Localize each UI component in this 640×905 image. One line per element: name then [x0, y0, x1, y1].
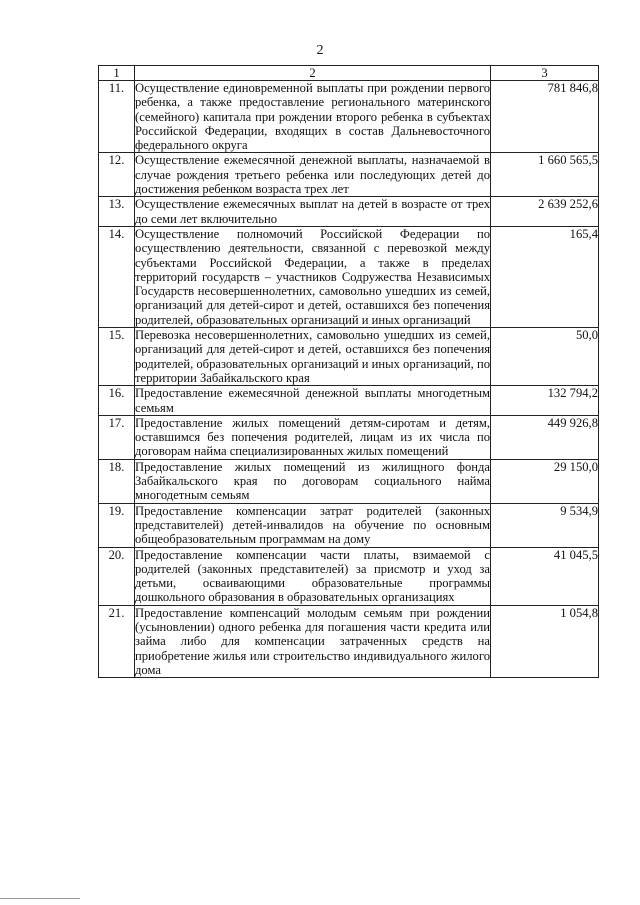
- row-description: Осуществление единовременной выплаты при рождении первого ребенка, а также предоставление регионального материнского (семейного) капитала при рождении второго ребенка в субъектах Российской Федерации, входящих в состав Дальневосточного федерального округа: [135, 81, 490, 153]
- row-amount: 2 639 252,6: [491, 197, 599, 227]
- table-row: [99, 153, 599, 197]
- row-description: Осуществление ежемесячной денежной выплаты, назначаемой в случае рождения третьего ребенка или последующих детей до достижения ребенком возраста трех лет: [135, 153, 490, 197]
- row-description: Предоставление компенсации части платы, взимаемой с родителей (законных представителей) за присмотр и уход за детьми, осваивающими образовательные программы дошкольного образования в образовательных организациях: [135, 547, 490, 605]
- table-header-row: [99, 66, 599, 81]
- table-row: [99, 328, 599, 386]
- row-amount: 132 794,2: [491, 386, 599, 416]
- row-number: 21.: [99, 605, 135, 677]
- table-row: [99, 226, 599, 327]
- row-amount: 1 054,8: [491, 605, 599, 677]
- row-number: 13.: [99, 197, 135, 227]
- row-amount: 1 660 565,5: [491, 153, 599, 197]
- row-number: 11.: [99, 81, 135, 153]
- table-row: [99, 197, 599, 227]
- row-description: Предоставление компенсаций молодым семьям при рождении (усыновлении) одного ребенка для погашения части кредита или займа либо для компенсации затраченных средств на приобретение жилья или строительство индивидуального жилого дома: [135, 605, 490, 677]
- row-description: Перевозка несовершеннолетних, самовольно ушедших из семей, организаций для детей-сирот и детей, оставшихся без попечения родителей, образовательных организаций и иных организаций, по территории Забайкальского края: [135, 328, 490, 385]
- row-number: 17.: [99, 415, 135, 459]
- table-row: [99, 547, 599, 605]
- row-description: Осуществление полномочий Российской Федерации по осуществлению деятельности, связанной с перевозкой между субъектами Российской Федерации, а также в пределах территорий государств – участников Содружества Независимых Государств несовершеннолетних, самовольно ушедших из семей, организаций для детей-сирот и детей, оставшихся без попечения родителей, образовательных организаций и иных организаций: [135, 226, 490, 327]
- row-number: 14.: [99, 226, 135, 327]
- row-description: Предоставление жилых помещений из жилищного фонда Забайкальского края по договорам социального найма многодетным семьям: [135, 459, 490, 503]
- row-amount: 50,0: [491, 328, 599, 386]
- table-row: [99, 386, 599, 416]
- footer-divider: [0, 898, 80, 899]
- row-description: Предоставление ежемесячной денежной выплаты многодетным семьям: [135, 386, 490, 415]
- row-number: 18.: [99, 459, 135, 503]
- row-number: 16.: [99, 386, 135, 416]
- table-row: [99, 81, 599, 153]
- row-number: 15.: [99, 328, 135, 386]
- table-row: [99, 459, 599, 503]
- table-row: [99, 605, 599, 677]
- row-number: 20.: [99, 547, 135, 605]
- column-header: 1: [99, 66, 135, 81]
- table-row: [99, 415, 599, 459]
- allocation-table: [98, 65, 599, 678]
- row-amount: 449 926,8: [491, 415, 599, 459]
- table-row: [99, 503, 599, 547]
- row-amount: 9 534,9: [491, 503, 599, 547]
- row-amount: 29 150,0: [491, 459, 599, 503]
- row-amount: 165,4: [491, 226, 599, 327]
- row-amount: 781 846,8: [491, 81, 599, 153]
- column-header: 2: [135, 66, 491, 81]
- row-amount: 41 045,5: [491, 547, 599, 605]
- row-number: 12.: [99, 153, 135, 197]
- column-header: 3: [491, 66, 599, 81]
- row-description: Предоставление жилых помещений детям-сиротам и детям, оставшимся без попечения родителей, лицам из их числа по договорам найма специализированных жилых помещений: [135, 415, 490, 459]
- row-description: Предоставление компенсации затрат родителей (законных представителей) детей-инвалидов на обучение по основным общеобразовательным программам на дому: [135, 503, 490, 547]
- row-number: 19.: [99, 503, 135, 547]
- page-number: 2: [316, 43, 324, 58]
- row-description: Осуществление ежемесячных выплат на детей в возрасте от трех до семи лет включительно: [135, 197, 490, 226]
